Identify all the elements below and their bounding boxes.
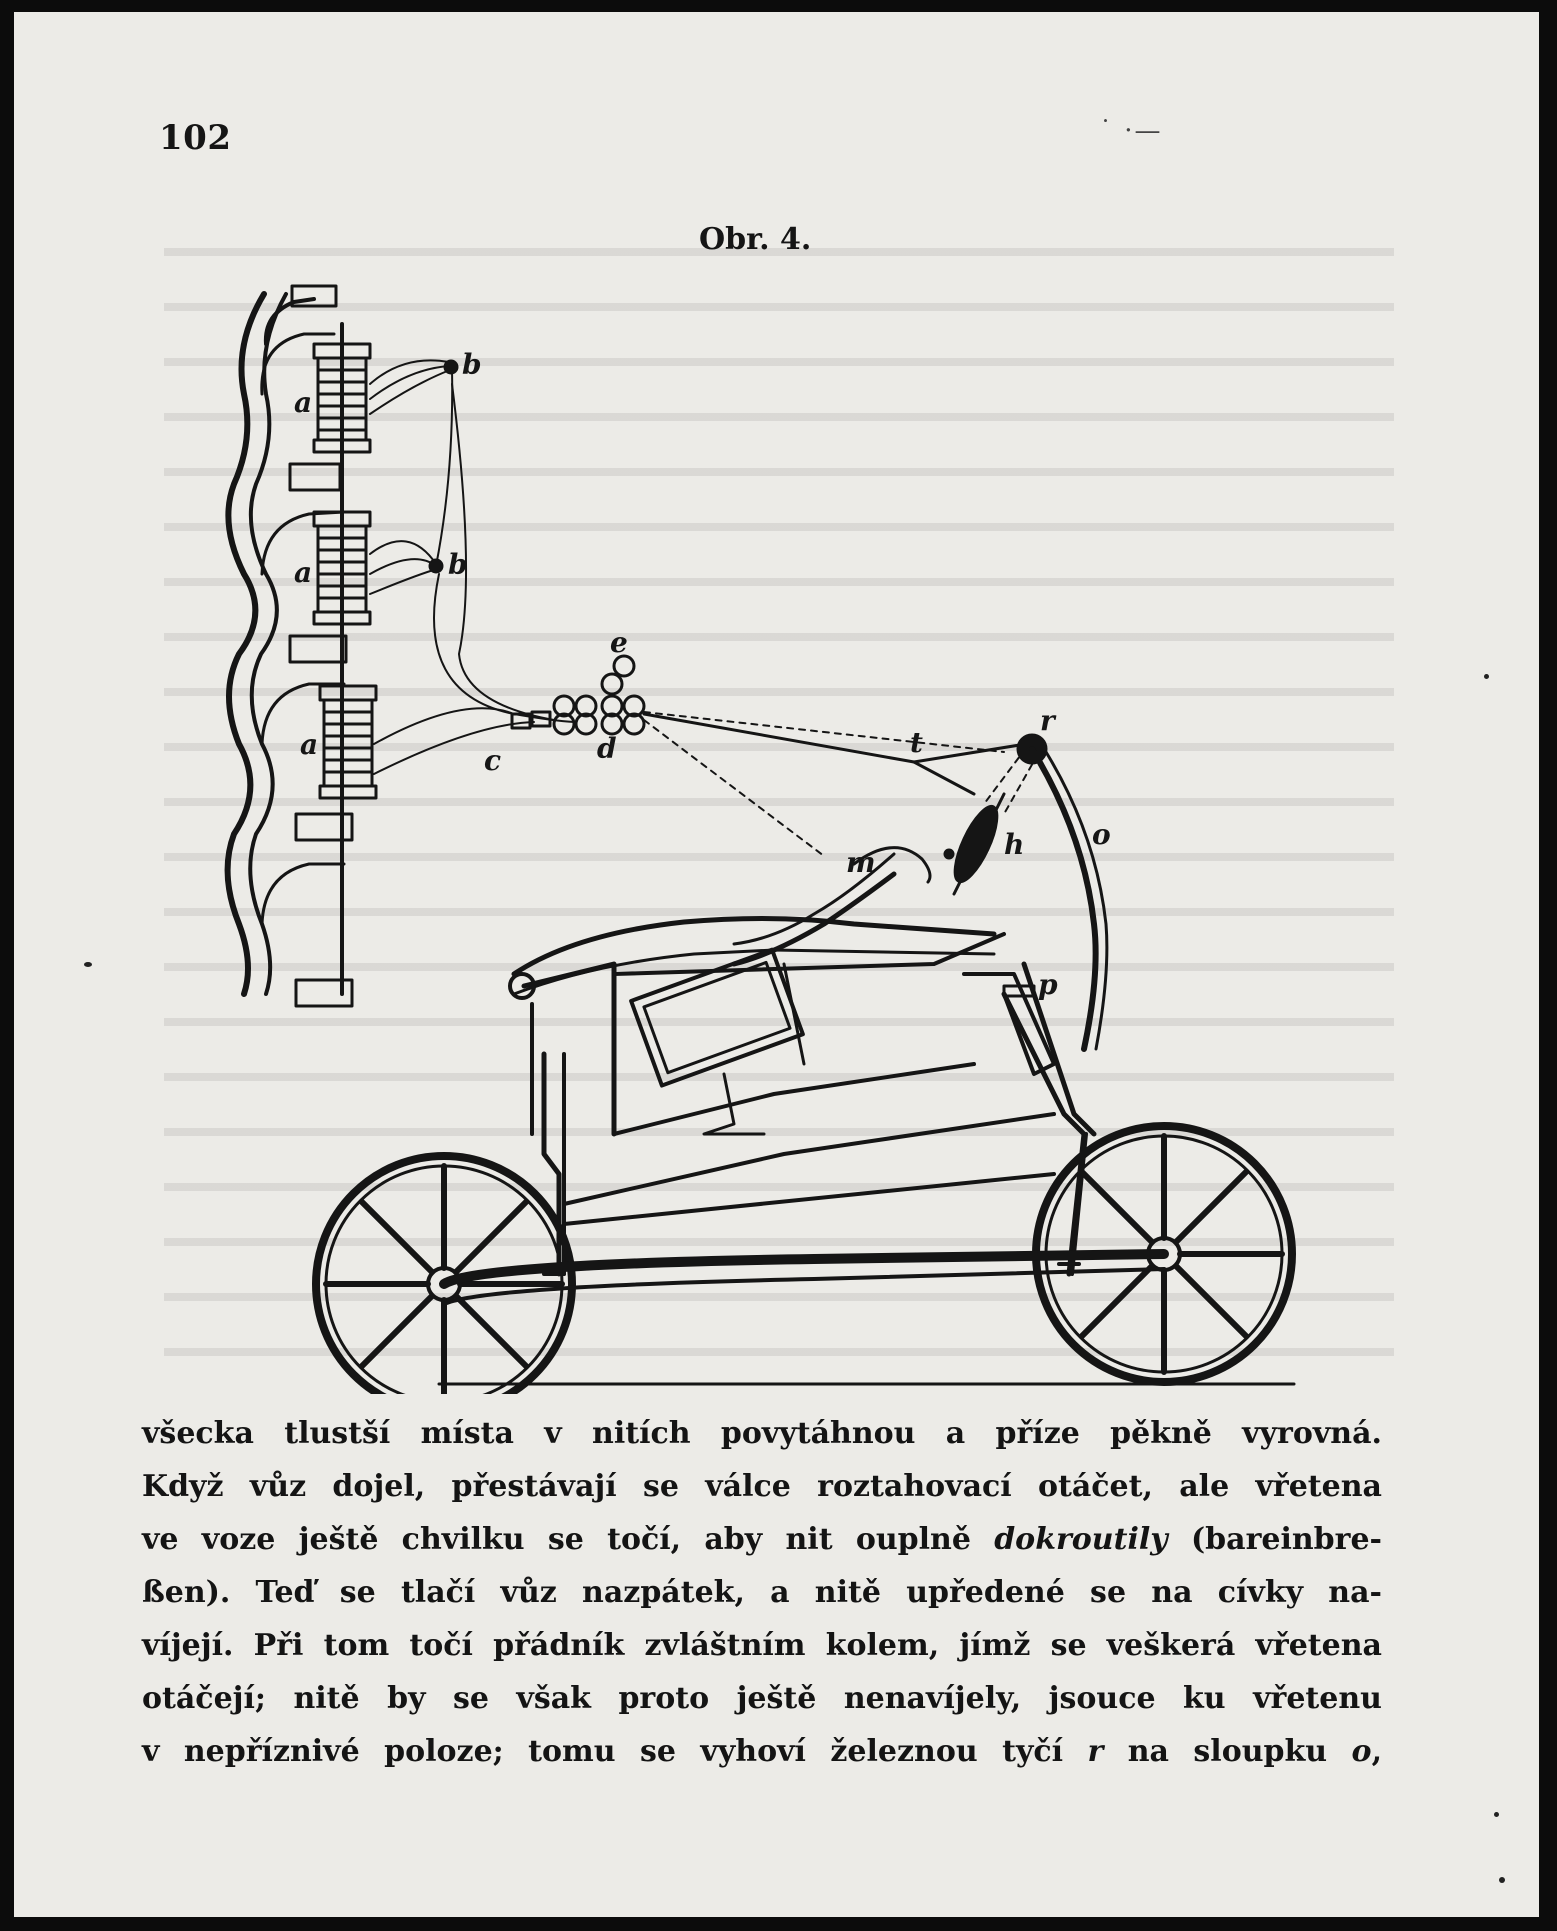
margin-mark: ˙ ·— [1099,116,1163,146]
label-e: e [610,626,628,659]
emphasized-term: r [1087,1734,1104,1769]
label-a: a [294,556,313,589]
print-speck [84,962,92,967]
label-a: a [294,386,313,419]
bobbin [320,686,376,798]
print-speck [1494,1812,1499,1817]
figure-title: Obr. 4. [699,222,812,257]
text-run: (bareinbre- [1167,1522,1382,1557]
label-p: p [1038,968,1058,1001]
text-line: ßen). Teď se tlačí vůz nazpátek, a nitě upředené se na cívky na- [142,1575,1382,1610]
spinning-machine-illustration [214,274,1314,1394]
faller-arm [946,800,1007,888]
text-run: ve voze ještě chvilku se točí, aby nit ouplně [142,1522,995,1557]
text-line [142,1513,1382,1566]
text-run: na sloupku [1103,1734,1352,1769]
thread-guide [444,360,458,374]
book-page [14,12,1539,1917]
text-run: , [1371,1734,1383,1769]
part-p [1004,986,1034,996]
label-b: b [462,348,482,381]
emphasized-term: dokroutily [994,1522,1168,1557]
label-c: c [484,744,502,777]
text-line: Když vůz dojel, přestávají se válce roztahovací otáčet, ale vřetena [142,1469,1382,1504]
text-line: všecka tlustší místa v nitích povytáhnou a příze pěkně vyrovná. [142,1416,1382,1451]
creel-frame [228,294,344,994]
emphasized-term: o [1351,1734,1372,1769]
left-wheel [316,1156,572,1394]
text-line: víjejí. Při tom točí přádník zvláštním kolem, jímž se veškerá vřetena [142,1628,1382,1663]
text-line: otáčejí; nitě by se však proto ještě nenavíjely, jsouce ku vřetenu [142,1681,1382,1716]
label-d: d [597,732,617,765]
label-m: m [846,846,876,879]
column-o [1032,749,1096,1049]
label-t: t [910,726,923,759]
text-line [142,1725,1382,1778]
label-b: b [448,548,468,581]
print-speck [1484,674,1489,679]
text-run: v nepříznivé poloze; tomu se vyhoví železnou tyčí [142,1734,1088,1769]
print-speck [1499,1877,1505,1883]
creel-bracket [290,636,346,662]
label-o: o [1092,818,1111,851]
creel-bracket [290,464,340,490]
thread-guide [429,559,443,573]
body-text [142,1407,1382,1778]
label-a: a [300,728,319,761]
label-h: h [1004,828,1025,861]
label-r: r [1040,704,1055,737]
spinning-machine-figure [214,274,1314,1394]
page-number: 102 [159,118,232,158]
